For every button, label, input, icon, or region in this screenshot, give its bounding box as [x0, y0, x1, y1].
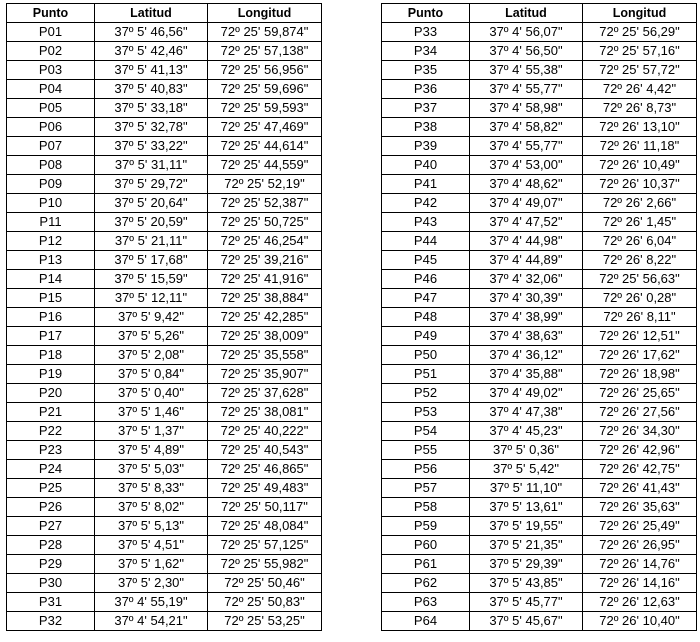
table-row	[382, 61, 697, 80]
table-row	[7, 365, 322, 384]
cell-latitud: 37º 4' 48,62"	[470, 175, 583, 194]
cell-punto: P58	[382, 498, 470, 517]
cell-latitud: 37º 4' 55,77"	[470, 137, 583, 156]
cell-latitud: 37º 4' 36,12"	[470, 346, 583, 365]
cell-punto: P27	[7, 517, 95, 536]
cell-longitud: 72º 25' 48,084"	[208, 517, 322, 536]
cell-longitud: 72º 26' 26,95"	[583, 536, 697, 555]
table-row	[7, 137, 322, 156]
cell-punto: P56	[382, 460, 470, 479]
cell-longitud: 72º 26' 18,98"	[583, 365, 697, 384]
table-row	[382, 536, 697, 555]
table-row	[7, 612, 322, 631]
cell-punto: P53	[382, 403, 470, 422]
cell-longitud: 72º 26' 11,18"	[583, 137, 697, 156]
table-row	[7, 384, 322, 403]
table-row	[7, 498, 322, 517]
table-body-left	[7, 23, 322, 631]
table-row	[382, 498, 697, 517]
cell-latitud: 37º 5' 4,51"	[95, 536, 208, 555]
cell-punto: P05	[7, 99, 95, 118]
cell-longitud: 72º 26' 25,65"	[583, 384, 697, 403]
table-row	[7, 327, 322, 346]
cell-punto: P57	[382, 479, 470, 498]
table-row	[382, 137, 697, 156]
cell-punto: P13	[7, 251, 95, 270]
cell-latitud: 37º 5' 43,85"	[470, 574, 583, 593]
cell-longitud: 72º 26' 10,37"	[583, 175, 697, 194]
table-row	[382, 403, 697, 422]
table-row	[7, 232, 322, 251]
cell-latitud: 37º 4' 55,77"	[470, 80, 583, 99]
header-row	[382, 4, 697, 23]
cell-longitud: 72º 26' 35,63"	[583, 498, 697, 517]
cell-latitud: 37º 5' 20,59"	[95, 213, 208, 232]
cell-latitud: 37º 5' 12,11"	[95, 289, 208, 308]
cell-longitud: 72º 26' 8,22"	[583, 251, 697, 270]
cell-punto: P15	[7, 289, 95, 308]
cell-punto: P19	[7, 365, 95, 384]
cell-latitud: 37º 5' 2,30"	[95, 574, 208, 593]
table-row	[7, 80, 322, 99]
cell-punto: P62	[382, 574, 470, 593]
cell-latitud: 37º 5' 21,35"	[470, 536, 583, 555]
cell-longitud: 72º 25' 57,138"	[208, 42, 322, 61]
cell-longitud: 72º 25' 50,46"	[208, 574, 322, 593]
cell-latitud: 37º 4' 55,19"	[95, 593, 208, 612]
cell-latitud: 37º 5' 8,02"	[95, 498, 208, 517]
cell-punto: P06	[7, 118, 95, 137]
cell-latitud: 37º 5' 33,18"	[95, 99, 208, 118]
table-row	[382, 422, 697, 441]
cell-longitud: 72º 26' 10,49"	[583, 156, 697, 175]
cell-punto: P35	[382, 61, 470, 80]
table-row	[382, 251, 697, 270]
table-row	[7, 308, 322, 327]
cell-longitud: 72º 26' 8,73"	[583, 99, 697, 118]
cell-latitud: 37º 4' 55,38"	[470, 61, 583, 80]
table-row	[7, 593, 322, 612]
table-row	[7, 422, 322, 441]
cell-punto: P64	[382, 612, 470, 631]
cell-latitud: 37º 5' 5,26"	[95, 327, 208, 346]
cell-latitud: 37º 4' 45,23"	[470, 422, 583, 441]
cell-longitud: 72º 25' 38,009"	[208, 327, 322, 346]
cell-latitud: 37º 4' 49,02"	[470, 384, 583, 403]
cell-punto: P63	[382, 593, 470, 612]
cell-longitud: 72º 26' 6,04"	[583, 232, 697, 251]
cell-longitud: 72º 25' 57,125"	[208, 536, 322, 555]
table-row	[7, 42, 322, 61]
cell-latitud: 37º 5' 0,40"	[95, 384, 208, 403]
cell-punto: P01	[7, 23, 95, 42]
cell-latitud: 37º 5' 1,37"	[95, 422, 208, 441]
cell-longitud: 72º 26' 34,30"	[583, 422, 697, 441]
cell-latitud: 37º 4' 47,38"	[470, 403, 583, 422]
cell-punto: P42	[382, 194, 470, 213]
cell-latitud: 37º 5' 32,78"	[95, 118, 208, 137]
cell-longitud: 72º 25' 47,469"	[208, 118, 322, 137]
cell-latitud: 37º 5' 15,59"	[95, 270, 208, 289]
cell-longitud: 72º 25' 57,72"	[583, 61, 697, 80]
table-row	[7, 61, 322, 80]
cell-punto: P16	[7, 308, 95, 327]
header-punto: Punto	[382, 4, 470, 23]
table-row	[7, 251, 322, 270]
cell-latitud: 37º 5' 45,67"	[470, 612, 583, 631]
table-row	[382, 42, 697, 61]
cell-longitud: 72º 25' 46,865"	[208, 460, 322, 479]
cell-latitud: 37º 4' 32,06"	[470, 270, 583, 289]
table-row	[382, 555, 697, 574]
cell-longitud: 72º 26' 13,10"	[583, 118, 697, 137]
cell-latitud: 37º 4' 49,07"	[470, 194, 583, 213]
table-row	[7, 403, 322, 422]
table-row	[382, 441, 697, 460]
table-row	[382, 118, 697, 137]
cell-latitud: 37º 5' 42,46"	[95, 42, 208, 61]
cell-latitud: 37º 5' 29,72"	[95, 175, 208, 194]
cell-latitud: 37º 5' 2,08"	[95, 346, 208, 365]
table-row	[382, 612, 697, 631]
cell-latitud: 37º 5' 8,33"	[95, 479, 208, 498]
table-row	[382, 213, 697, 232]
cell-latitud: 37º 4' 44,89"	[470, 251, 583, 270]
cell-latitud: 37º 5' 5,42"	[470, 460, 583, 479]
cell-punto: P07	[7, 137, 95, 156]
cell-longitud: 72º 25' 59,874"	[208, 23, 322, 42]
cell-longitud: 72º 25' 39,216"	[208, 251, 322, 270]
cell-longitud: 72º 25' 42,285"	[208, 308, 322, 327]
cell-longitud: 72º 26' 12,63"	[583, 593, 697, 612]
table-row	[7, 536, 322, 555]
cell-punto: P25	[7, 479, 95, 498]
cell-latitud: 37º 5' 20,64"	[95, 194, 208, 213]
cell-longitud: 72º 25' 38,081"	[208, 403, 322, 422]
cell-punto: P24	[7, 460, 95, 479]
table-row	[7, 574, 322, 593]
header-latitud: Latitud	[470, 4, 583, 23]
cell-latitud: 37º 4' 56,07"	[470, 23, 583, 42]
cell-punto: P39	[382, 137, 470, 156]
cell-punto: P52	[382, 384, 470, 403]
table-row	[7, 346, 322, 365]
table-row	[382, 327, 697, 346]
cell-latitud: 37º 5' 19,55"	[470, 517, 583, 536]
cell-latitud: 37º 5' 4,89"	[95, 441, 208, 460]
table-row	[382, 517, 697, 536]
cell-latitud: 37º 5' 11,10"	[470, 479, 583, 498]
table-row	[7, 194, 322, 213]
cell-latitud: 37º 4' 38,63"	[470, 327, 583, 346]
table-row	[382, 308, 697, 327]
header-latitud: Latitud	[95, 4, 208, 23]
cell-punto: P44	[382, 232, 470, 251]
cell-punto: P04	[7, 80, 95, 99]
table-row	[7, 441, 322, 460]
cell-longitud: 72º 25' 56,29"	[583, 23, 697, 42]
cell-longitud: 72º 26' 10,40"	[583, 612, 697, 631]
table-row	[7, 479, 322, 498]
table-row	[382, 23, 697, 42]
table-row	[7, 213, 322, 232]
cell-latitud: 37º 5' 29,39"	[470, 555, 583, 574]
cell-punto: P36	[382, 80, 470, 99]
cell-longitud: 72º 25' 56,63"	[583, 270, 697, 289]
cell-latitud: 37º 4' 30,39"	[470, 289, 583, 308]
cell-punto: P50	[382, 346, 470, 365]
cell-longitud: 72º 26' 27,56"	[583, 403, 697, 422]
cell-latitud: 37º 5' 45,77"	[470, 593, 583, 612]
cell-latitud: 37º 5' 21,11"	[95, 232, 208, 251]
cell-punto: P30	[7, 574, 95, 593]
cell-longitud: 72º 25' 59,696"	[208, 80, 322, 99]
cell-longitud: 72º 25' 55,982"	[208, 555, 322, 574]
table-row	[382, 289, 697, 308]
cell-longitud: 72º 26' 42,96"	[583, 441, 697, 460]
cell-latitud: 37º 4' 47,52"	[470, 213, 583, 232]
cell-longitud: 72º 25' 46,254"	[208, 232, 322, 251]
table-row	[382, 574, 697, 593]
cell-longitud: 72º 25' 44,614"	[208, 137, 322, 156]
cell-longitud: 72º 26' 25,49"	[583, 517, 697, 536]
table-row	[7, 289, 322, 308]
cell-punto: P14	[7, 270, 95, 289]
cell-punto: P31	[7, 593, 95, 612]
coordinates-table-left	[6, 3, 322, 631]
cell-punto: P59	[382, 517, 470, 536]
table-row	[382, 384, 697, 403]
cell-longitud: 72º 25' 52,387"	[208, 194, 322, 213]
cell-latitud: 37º 4' 35,88"	[470, 365, 583, 384]
cell-longitud: 72º 26' 12,51"	[583, 327, 697, 346]
table-row	[7, 555, 322, 574]
table-row	[382, 460, 697, 479]
cell-punto: P23	[7, 441, 95, 460]
cell-latitud: 37º 5' 31,11"	[95, 156, 208, 175]
cell-longitud: 72º 25' 41,916"	[208, 270, 322, 289]
cell-punto: P54	[382, 422, 470, 441]
cell-longitud: 72º 25' 50,725"	[208, 213, 322, 232]
cell-punto: P11	[7, 213, 95, 232]
cell-longitud: 72º 25' 35,907"	[208, 365, 322, 384]
cell-punto: P26	[7, 498, 95, 517]
table-row	[382, 175, 697, 194]
table-row	[7, 175, 322, 194]
table-row	[7, 118, 322, 137]
table-row	[382, 99, 697, 118]
cell-latitud: 37º 5' 41,13"	[95, 61, 208, 80]
header-longitud: Longitud	[583, 4, 697, 23]
header-punto: Punto	[7, 4, 95, 23]
cell-longitud: 72º 26' 42,75"	[583, 460, 697, 479]
cell-punto: P40	[382, 156, 470, 175]
cell-punto: P33	[382, 23, 470, 42]
table-row	[382, 479, 697, 498]
cell-punto: P10	[7, 194, 95, 213]
cell-longitud: 72º 25' 35,558"	[208, 346, 322, 365]
cell-longitud: 72º 25' 40,543"	[208, 441, 322, 460]
table-row	[7, 99, 322, 118]
cell-latitud: 37º 5' 40,83"	[95, 80, 208, 99]
cell-longitud: 72º 26' 8,11"	[583, 308, 697, 327]
cell-latitud: 37º 5' 13,61"	[470, 498, 583, 517]
cell-latitud: 37º 5' 46,56"	[95, 23, 208, 42]
table-row	[382, 232, 697, 251]
table-row	[382, 270, 697, 289]
cell-longitud: 72º 25' 53,25"	[208, 612, 322, 631]
cell-longitud: 72º 25' 50,117"	[208, 498, 322, 517]
cell-latitud: 37º 4' 54,21"	[95, 612, 208, 631]
cell-latitud: 37º 5' 17,68"	[95, 251, 208, 270]
cell-latitud: 37º 4' 53,00"	[470, 156, 583, 175]
cell-punto: P32	[7, 612, 95, 631]
cell-punto: P28	[7, 536, 95, 555]
table-row	[7, 23, 322, 42]
cell-longitud: 72º 25' 49,483"	[208, 479, 322, 498]
cell-punto: P17	[7, 327, 95, 346]
cell-longitud: 72º 25' 56,956"	[208, 61, 322, 80]
header-longitud: Longitud	[208, 4, 322, 23]
cell-latitud: 37º 4' 44,98"	[470, 232, 583, 251]
cell-latitud: 37º 5' 0,36"	[470, 441, 583, 460]
cell-punto: P61	[382, 555, 470, 574]
cell-punto: P38	[382, 118, 470, 137]
cell-longitud: 72º 25' 52,19"	[208, 175, 322, 194]
cell-longitud: 72º 25' 59,593"	[208, 99, 322, 118]
cell-latitud: 37º 5' 1,46"	[95, 403, 208, 422]
cell-punto: P55	[382, 441, 470, 460]
cell-latitud: 37º 4' 58,98"	[470, 99, 583, 118]
cell-latitud: 37º 5' 0,84"	[95, 365, 208, 384]
table-row	[382, 156, 697, 175]
cell-punto: P08	[7, 156, 95, 175]
cell-punto: P41	[382, 175, 470, 194]
cell-longitud: 72º 26' 1,45"	[583, 213, 697, 232]
cell-punto: P21	[7, 403, 95, 422]
cell-latitud: 37º 5' 5,13"	[95, 517, 208, 536]
coordinates-table-right	[381, 3, 697, 631]
table-row	[7, 517, 322, 536]
cell-longitud: 72º 26' 17,62"	[583, 346, 697, 365]
cell-latitud: 37º 5' 1,62"	[95, 555, 208, 574]
table-row	[382, 80, 697, 99]
cell-punto: P29	[7, 555, 95, 574]
cell-punto: P60	[382, 536, 470, 555]
cell-longitud: 72º 25' 44,559"	[208, 156, 322, 175]
table-row	[382, 593, 697, 612]
cell-punto: P48	[382, 308, 470, 327]
cell-punto: P51	[382, 365, 470, 384]
cell-longitud: 72º 26' 4,42"	[583, 80, 697, 99]
cell-punto: P02	[7, 42, 95, 61]
cell-punto: P47	[382, 289, 470, 308]
cell-latitud: 37º 4' 58,82"	[470, 118, 583, 137]
cell-punto: P09	[7, 175, 95, 194]
cell-longitud: 72º 26' 14,16"	[583, 574, 697, 593]
cell-punto: P12	[7, 232, 95, 251]
cell-punto: P46	[382, 270, 470, 289]
table-row	[382, 194, 697, 213]
cell-longitud: 72º 25' 50,83"	[208, 593, 322, 612]
cell-longitud: 72º 25' 40,222"	[208, 422, 322, 441]
cell-punto: P20	[7, 384, 95, 403]
cell-punto: P49	[382, 327, 470, 346]
table-row	[7, 270, 322, 289]
cell-latitud: 37º 4' 56,50"	[470, 42, 583, 61]
cell-punto: P45	[382, 251, 470, 270]
cell-longitud: 72º 26' 41,43"	[583, 479, 697, 498]
cell-longitud: 72º 25' 38,884"	[208, 289, 322, 308]
cell-latitud: 37º 4' 38,99"	[470, 308, 583, 327]
cell-punto: P03	[7, 61, 95, 80]
cell-punto: P22	[7, 422, 95, 441]
cell-latitud: 37º 5' 5,03"	[95, 460, 208, 479]
cell-longitud: 72º 26' 2,66"	[583, 194, 697, 213]
table-row	[382, 346, 697, 365]
cell-punto: P37	[382, 99, 470, 118]
cell-latitud: 37º 5' 9,42"	[95, 308, 208, 327]
cell-punto: P43	[382, 213, 470, 232]
cell-latitud: 37º 5' 33,22"	[95, 137, 208, 156]
cell-punto: P18	[7, 346, 95, 365]
cell-longitud: 72º 25' 37,628"	[208, 384, 322, 403]
table-row	[7, 460, 322, 479]
cell-longitud: 72º 25' 57,16"	[583, 42, 697, 61]
table-body-right	[382, 23, 697, 631]
cell-longitud: 72º 26' 0,28"	[583, 289, 697, 308]
cell-longitud: 72º 26' 14,76"	[583, 555, 697, 574]
header-row	[7, 4, 322, 23]
table-row	[7, 156, 322, 175]
cell-punto: P34	[382, 42, 470, 61]
table-row	[382, 365, 697, 384]
